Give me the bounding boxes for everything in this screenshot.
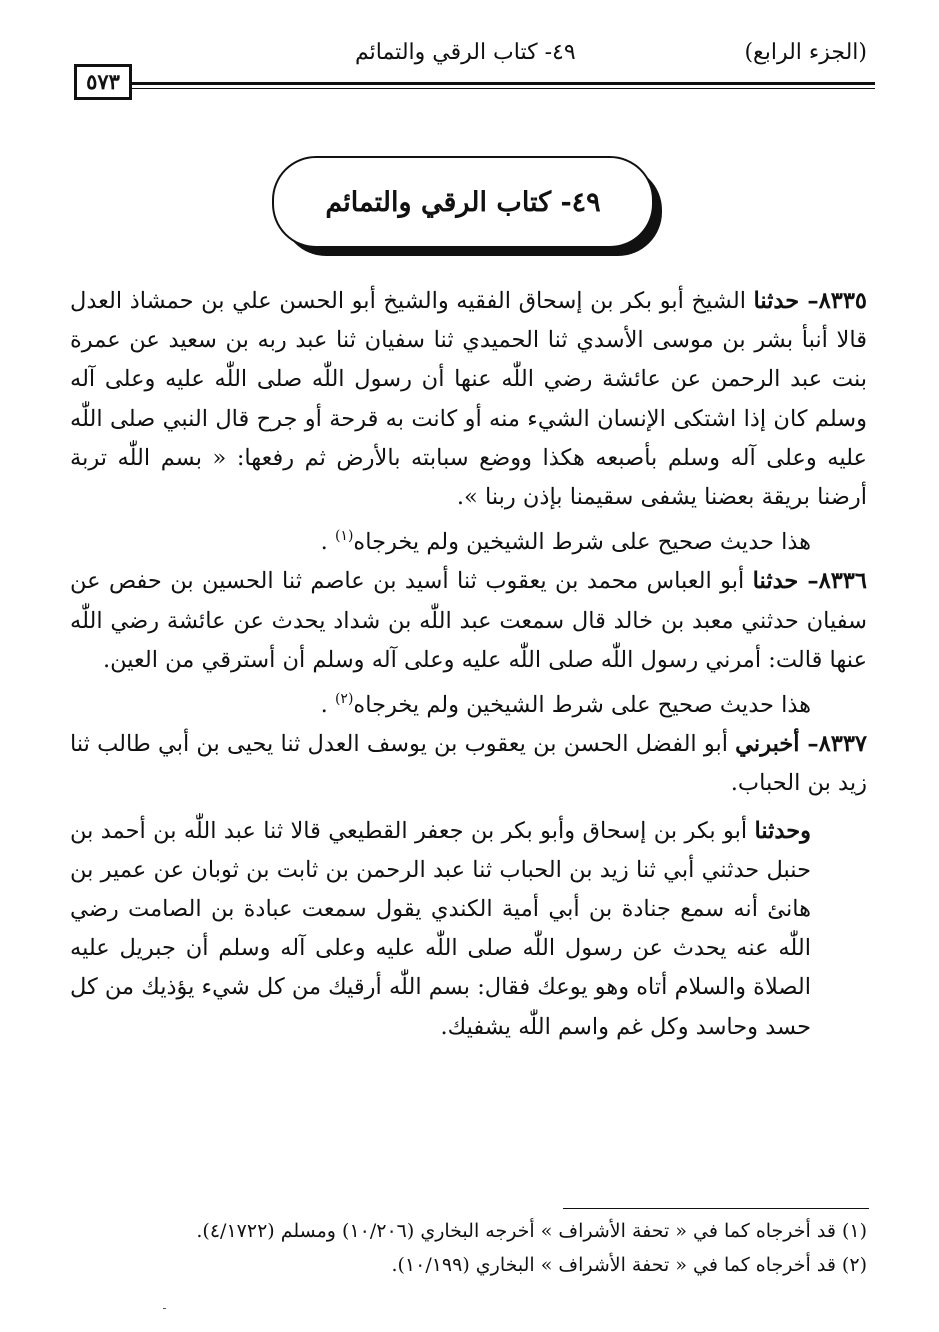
hadith-lead-second: وحدثنا [754, 817, 811, 844]
hadith-number: ٨٣٣٧ [818, 731, 867, 758]
hadith-lead: – أخبرني [735, 731, 819, 758]
chapter-title-box [272, 156, 654, 248]
hadith-text: أبو العباس محمد بن يعقوب ثنا أسيد بن عاصم ثنا الحسين بن حفص عن سفيان حدثني معبد بن خالد قال سمعت عبد اللّٰه بن شداد يحدث عن عائشة رضي اللّٰه عنها قالت: أمرني رسول اللّٰه صلى اللّٰه عليه وعلى آله وسلم أن أسترقي من العين. [70, 568, 867, 673]
hadith-8336-paragraph [70, 562, 867, 680]
footnote-1: (١) قد أخرجاه كما في « تحفة الأشراف » أخرجه البخاري (١٠/٢٠٦) ومسلم (٤/١٧٢٢). [196, 1220, 867, 1242]
footnotes [70, 1214, 867, 1282]
grading-end: . [320, 529, 335, 556]
hadith-text: الشيخ أبو بكر بن إسحاق الفقيه والشيخ أبو الحسن علي بن حمشاذ العدل قالا أنبأ بشر بن موسى الأسدي ثنا الحميدي ثنا سفيان ثنا عبد ربه بن سعيد عن عمرة بنت عبد الرحمن عن عائشة رضي اللّٰه عنها أن رسول اللّٰه صلى اللّٰه عليه وعلى آله وسلم كان إذا اشتكى الإنسان الشيء منه أو كانت به قرحة أو جرح قال النبي صلى اللّٰه عليه وعلى آله وسلم بأصبعه هكذا ووضع سبابته بالأرض ثم رفعها: « بسم اللّٰه تربة أرضنا بريقة بعضنا يشفى سقيمنا بإذن ربنا ». [70, 288, 867, 511]
grading-end: . [320, 692, 335, 719]
hadith-text-second: أبو بكر بن إسحاق وأبو بكر بن جعفر القطيعي قالا ثنا عبد اللّٰه بن أحمد بن حنبل حدثني أبي ثنا زيد بن الحباب ثنا عبد الرحمن بن ثابت بن ثوبان عن عمير بن هانئ أنه سمع جنادة بن أبي أمية الكندي يقول سمعت عبادة بن الصامت رضي اللّٰه عنه يحدث عن رسول اللّٰه صلى اللّٰه عليه وعلى آله وسلم أن جبريل عليه الصلاة والسلام أتاه وهو يوعك فقال: بسم اللّٰه أرقيك من كل شيء يؤذيك من كل حسد وحاسد وكل غم واسم اللّٰه يشفيك. [70, 817, 811, 1040]
hadith-8335-grading [70, 517, 867, 562]
footnote-ref: (٢) [334, 691, 354, 708]
footnote-rule [563, 1208, 869, 1209]
header-rule-thin [132, 88, 875, 89]
running-header-chapter: ٤٩- كتاب الرقي والتمائم [355, 40, 576, 65]
chapter-title: ٤٩- كتاب الرقي والتمائم [325, 186, 601, 218]
page-number: ٥٧٣ [74, 64, 132, 100]
hadith-text: أبو الفضل الحسن بن يعقوب بن يوسف العدل ثنا يحيى بن أبي طالب ثنا زيد بن الحباب. [70, 731, 867, 797]
footnote-2: (٢) قد أخرجاه كما في « تحفة الأشراف » البخاري (١٠/١٩٩). [391, 1254, 867, 1276]
hadith-number: ٨٣٣٦ [818, 568, 867, 595]
hadith-number: ٨٣٣٥ [818, 288, 867, 314]
grading-text: هذا حديث صحيح على شرط الشيخين ولم يخرجاه [353, 692, 811, 719]
grading-text: هذا حديث صحيح على شرط الشيخين ولم يخرجاه [353, 529, 811, 556]
hadith-8336-grading [70, 680, 867, 725]
header-rule-thick [132, 82, 875, 85]
scan-speck [163, 1308, 166, 1309]
body-text [70, 282, 867, 1047]
hadith-8335-paragraph [70, 282, 867, 517]
hadith-8337-second-chain [70, 812, 867, 1047]
hadith-lead: – حدثنا [752, 568, 819, 595]
footnote-ref: (١) [334, 528, 354, 545]
running-header-part: (الجزء الرابع) [744, 40, 867, 65]
hadith-8337-paragraph [70, 725, 867, 803]
hadith-lead: – حدثنا [753, 288, 819, 314]
